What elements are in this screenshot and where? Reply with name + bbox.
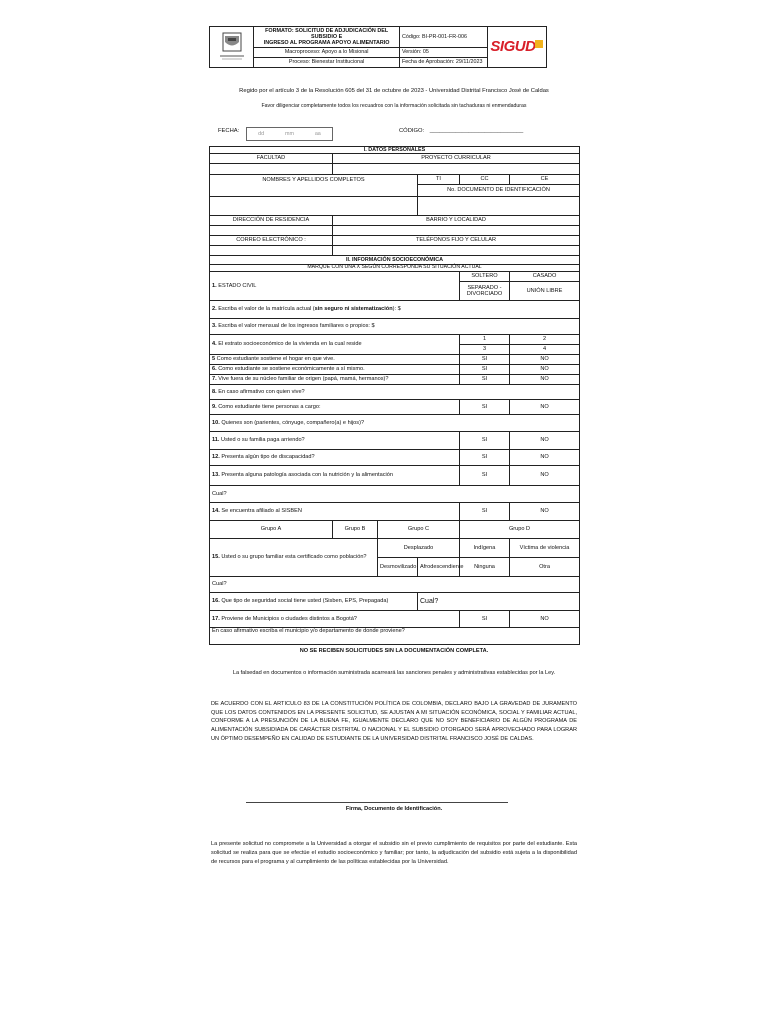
main-form-table: [209, 146, 580, 645]
label-correo: CORREO ELECTRÓNICO :: [210, 236, 333, 246]
sigud-logo: SIGUD: [490, 38, 536, 56]
option-victima[interactable]: Víctima de violencia: [510, 539, 580, 558]
q15-cual[interactable]: Cual?: [210, 577, 580, 593]
q5-no[interactable]: NO: [510, 355, 580, 365]
input-telefonos[interactable]: [333, 246, 580, 256]
fecha-label: FECHA:: [218, 128, 240, 134]
question-8[interactable]: 8. En caso afirmativo con quien vive?: [210, 385, 580, 400]
q13-no[interactable]: NO: [510, 466, 580, 486]
question-4: 4. El estrato socioeconómico de la vivienda en la cual reside: [210, 335, 460, 355]
date-year-input[interactable]: aa: [314, 131, 321, 137]
q17-municipio[interactable]: En caso afirmativo escriba el municipio y/o departamento de donde proviene?: [210, 628, 580, 645]
grupo-d[interactable]: Grupo D: [460, 521, 580, 539]
question-16: 16. Que tipo de seguridad social tiene usted (Sisben, EPS, Prepagada): [210, 593, 418, 611]
document-header: [209, 26, 547, 68]
codigo-field[interactable]: _____________________________: [429, 128, 524, 134]
q17-no[interactable]: NO: [510, 611, 580, 628]
q11-no[interactable]: NO: [510, 432, 580, 450]
question-2[interactable]: 2. Escriba el valor de la matrícula actual (sin seguro ni sistematización): $: [210, 301, 580, 319]
question-5: 5 Como estudiante sostiene el hogar en que vive.: [210, 355, 460, 365]
q14-si[interactable]: SI: [460, 503, 510, 521]
sigud-logo-cell: [487, 27, 546, 68]
sigud-check-icon: [535, 40, 543, 48]
question-11: 11. Usted o su familia paga arriendo?: [210, 432, 460, 450]
label-facultad: FACULTAD: [210, 154, 333, 164]
label-barrio: BARRIO Y LOCALIDAD: [333, 216, 580, 226]
estrato-4[interactable]: 4: [510, 345, 580, 355]
input-correo[interactable]: [210, 246, 333, 256]
label-nombres: NOMBRES Y APELLIDOS COMPLETOS: [210, 175, 418, 197]
date-row: [218, 128, 239, 134]
input-barrio[interactable]: [333, 226, 580, 236]
falsedad-notice: La falsedad en documentos o información suministrada acarreará las sanciones penales y administrativas establecidas por la Ley.: [232, 670, 556, 676]
question-9: 9. Como estudiante tiene personas a cargo:: [210, 400, 460, 415]
question-3[interactable]: 3. Escriba el valor mensual de los ingresos familiares o propios: $: [210, 319, 580, 335]
estrato-1[interactable]: 1: [460, 335, 510, 345]
label-telefonos: TELÉFONOS FIJO Y CELULAR: [333, 236, 580, 246]
instruction-marque: MARQUE CON UNA X SEGÚN CORRESPONDA SU SITUACIÓN ACTUAL: [210, 265, 580, 272]
grupo-a[interactable]: Grupo A: [210, 521, 333, 539]
question-1: 1. ESTADO CIVIL: [210, 272, 460, 301]
q5-si[interactable]: SI: [460, 355, 510, 365]
label-ti[interactable]: TI: [418, 175, 460, 185]
declaracion-juramento: DE ACUERDO CON EL ARTICULO 83 DE LA CONSTITUCIÓN POLÍTICA DE COLOMBIA, DECLARO BAJO LA GRAVEDAD DE JURAMENTO QUE LOS DATOS CONTENIDOS EN LA PRESENTE SOLICITUD, SE AJUSTAN A MI SITUACIÓN ECONÓMICA, SOCIAL Y FAMILIAR ACTUAL, CONFORME A LA PRESUNCIÓN DE LA BUENA FE, IGUALMENTE DECLARO QUE NO SOY BENEFICIARIO DE ALGÚN PROGRAMA DE ALIMENTACIÓN SUBSIDIADA DE CARÁCTER DISTRITAL O NACIONAL Y EL SUBSIDIO OTORGADO SERÁ APROVECHADO PARA LOGRAR UN ÓPTIMO DESEMPEÑO EN CALIDAD DE ESTUDIANTE DE LA UNIVERSIDAD DISTRITAL FRANCISCO JOSÉ DE CALDAS.: [211, 701, 577, 742]
label-direccion: DIRECCIÓN DE RESIDENCIA: [210, 216, 333, 226]
section-socioeconomica: II. INFORMACIÓN SOCIOECONÓMICA: [210, 256, 580, 265]
signature-label: Firma, Documento de Identificación.: [345, 806, 443, 812]
q12-si[interactable]: SI: [460, 450, 510, 466]
input-direccion[interactable]: [210, 226, 333, 236]
form-code: Código: BI-PR-001-FR-006: [399, 27, 487, 48]
date-input-group: [246, 127, 333, 141]
codigo-label: CÓDIGO:: [399, 128, 425, 134]
grupo-b[interactable]: Grupo B: [333, 521, 378, 539]
q14-no[interactable]: NO: [510, 503, 580, 521]
label-proyecto-curricular: PROYECTO CURRICULAR: [333, 154, 580, 164]
question-7: 7. Vive fuera de su núcleo familiar de origen (papá, mamá, hermanos)?: [210, 375, 460, 385]
regulation-note: Regido por el artículo 3 de la Resolución 605 del 31 de octubre de 2023 - Universidad Distrital Francisco José de Caldas: [239, 88, 549, 94]
question-12: 12. Presenta algún tipo de discapacidad?: [210, 450, 460, 466]
q11-si[interactable]: SI: [460, 432, 510, 450]
q12-no[interactable]: NO: [510, 450, 580, 466]
macroproceso: Macroproceso: Apoyo a lo Misional: [254, 48, 400, 58]
option-separado[interactable]: SEPARADO - DIVORCIADO: [460, 282, 510, 301]
option-indigena[interactable]: Indígena: [460, 539, 510, 558]
grupo-c[interactable]: Grupo C: [378, 521, 460, 539]
q7-si[interactable]: SI: [460, 375, 510, 385]
option-desplazado[interactable]: Desplazado: [378, 539, 460, 558]
estrato-3[interactable]: 3: [460, 345, 510, 355]
form-title: FORMATO: SOLICITUD DE ADJUDICACIÓN DEL SUBSIDIO E INGRESO AL PROGRAMA APOYO ALIMENTARIO: [254, 27, 400, 48]
q13-si[interactable]: SI: [460, 466, 510, 486]
q17-si[interactable]: SI: [460, 611, 510, 628]
q7-no[interactable]: NO: [510, 375, 580, 385]
question-17: 17. Proviene de Municipios o ciudades distintos a Bogotá?: [210, 611, 460, 628]
option-afrodescendiente[interactable]: Afrodescendiente: [418, 558, 460, 577]
input-no-documento[interactable]: [418, 197, 580, 216]
university-seal-icon: [216, 30, 248, 62]
q9-no[interactable]: NO: [510, 400, 580, 415]
q6-no[interactable]: NO: [510, 365, 580, 375]
question-6: 6. Como estudiante se sostiene económicamente a sí mismo.: [210, 365, 460, 375]
proceso: Proceso: Bienestar Institucional: [254, 58, 400, 68]
label-no-documento: No. DOCUMENTO DE IDENTIFICACIÓN: [418, 185, 580, 197]
label-cc[interactable]: CC: [460, 175, 510, 185]
q6-si[interactable]: SI: [460, 365, 510, 375]
section-datos-personales: I. DATOS PERSONALES: [210, 147, 580, 154]
option-otra[interactable]: Otra: [510, 558, 580, 577]
question-14: 14. Se encuentra afiliado al SISBEN: [210, 503, 460, 521]
input-facultad[interactable]: [210, 164, 333, 175]
option-soltero[interactable]: SOLTERO: [460, 272, 510, 282]
date-day-input[interactable]: dd: [258, 131, 265, 137]
input-nombres[interactable]: [210, 197, 418, 216]
option-desmovilizado[interactable]: Desmovilizado: [378, 558, 418, 577]
input-proyecto[interactable]: [333, 164, 580, 175]
codigo-row: [399, 128, 523, 134]
question-15: 15. Usted o su grupo familiar esta certificado como población?: [210, 539, 378, 577]
compromiso-notice: La presente solicitud no compromete a la Universidad a otorgar el subsidio sin el previo cumplimiento de requisitos por parte del estudiante. Esta solicitud se realiza para que se efectúe el estudio socioeconómico y familiar; por tanto, la adjudicación del subsidio está sujeta a la disponibilidad de recursos para el programa y al cumplimiento de las políticas establecidas por la Universidad.: [211, 841, 577, 865]
fecha-aprobacion: Fecha de Aprobación: 29/11/2023: [399, 58, 487, 68]
instructions: Favor diligenciar completamente todos los recuadros con la información solicitada sin tachaduras ni enmendaduras: [261, 103, 527, 109]
option-casado[interactable]: CASADO: [510, 272, 580, 282]
option-union-libre[interactable]: UNIÓN LIBRE: [510, 282, 580, 301]
q13-cual[interactable]: Cual?: [210, 486, 580, 503]
q16-cual[interactable]: Cual?: [418, 593, 580, 611]
university-logo-cell: [210, 27, 254, 68]
signature-line[interactable]: [246, 802, 508, 803]
no-reciben-notice: NO SE RECIBEN SOLICITUDES SIN LA DOCUMENTACIÓN COMPLETA.: [299, 648, 489, 654]
question-10[interactable]: 10. Quienes son (parientes, cónyuge, compañero(a) e hijos)?: [210, 415, 580, 432]
q9-si[interactable]: SI: [460, 400, 510, 415]
date-month-input[interactable]: mm: [285, 131, 294, 137]
label-ce[interactable]: CE: [510, 175, 580, 185]
form-version: Versión: 05: [399, 48, 487, 58]
estrato-2[interactable]: 2: [510, 335, 580, 345]
question-13: 13. Presenta alguna patología asociada con la nutrición y la alimentación: [210, 466, 460, 486]
option-ninguna[interactable]: Ninguna: [460, 558, 510, 577]
